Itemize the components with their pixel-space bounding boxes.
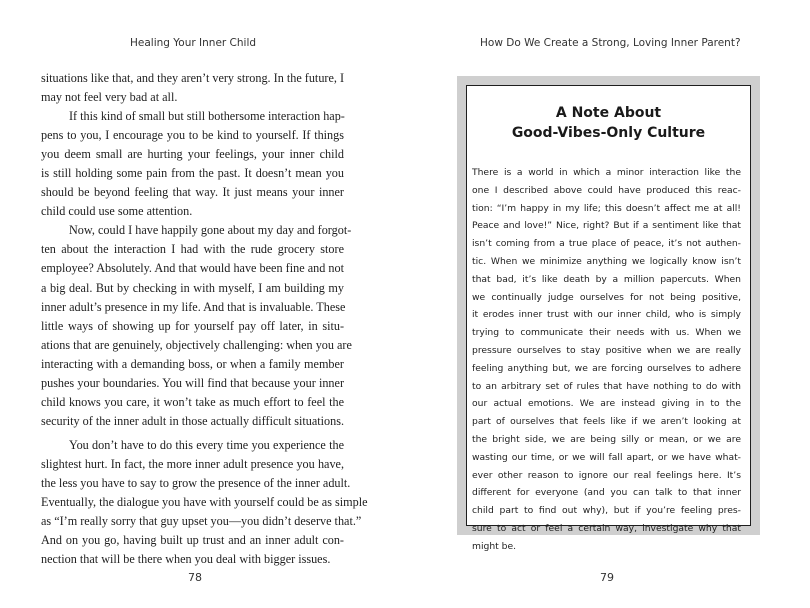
text-line: wasting our time, or we will fall apart, or we have what- xyxy=(472,451,741,463)
text-line: tion: “I’m happy in my life; this doesn’t affect me at all! xyxy=(472,202,741,214)
text-line: trying to communicate their needs with us. When we xyxy=(472,327,741,339)
page-number-left: 78 xyxy=(188,571,202,584)
text-line: Eventually, the dialogue you have with yourself could be as simple xyxy=(41,495,368,510)
text-line: is still holding some pain from the past. It doesn’t mean you xyxy=(41,166,344,181)
sidebar-title-line: Good-Vibes-Only Culture xyxy=(511,125,706,141)
text-line: employee? Absolutely. And that would have been fine and not xyxy=(41,261,344,276)
text-line: slightest hurt. In fact, the more inner adult presence you have, xyxy=(41,456,344,471)
text-line: you deem small are hurting your feelings, your inner child xyxy=(41,147,344,162)
text-line: ever other reason to ignore our real feelings here. It’s xyxy=(472,469,741,481)
sidebar-title xyxy=(467,103,750,143)
text-line: Peace and love!” Nice, right? But if a sentiment like that xyxy=(472,220,741,232)
text-line: interacting with a demanding boss, or when a family member xyxy=(41,356,344,371)
sidebar-inner xyxy=(466,85,751,552)
text-line: nection that will be there when you deal with bigger issues. xyxy=(41,552,331,567)
text-line: we continually judge ourselves for not being positive, xyxy=(472,291,741,303)
text-line: that bad, it’s like death by a million papercuts. When xyxy=(472,273,741,285)
sidebar-box xyxy=(457,76,760,552)
text-line: You don’t have to do this every time you experience the xyxy=(69,437,344,452)
text-line: sure to act or feel a certain way, investigate why that xyxy=(472,522,741,534)
text-line: pressure ourselves to stay positive when we are really xyxy=(472,344,741,356)
text-line: pushes your boundaries. You will find that because your inner xyxy=(41,375,344,390)
text-line: different for everyone (and you can talk to that inner xyxy=(472,487,741,499)
running-head-right: How Do We Create a Strong, Loving Inner Parent? xyxy=(480,37,741,49)
text-line: ten about the interaction I had with the rude grocery store xyxy=(41,242,344,257)
text-line: child could use some attention. xyxy=(41,204,193,219)
text-line: situations like that, and they aren’t very strong. In the future, I xyxy=(41,71,345,85)
text-line: security of the inner adult in those actually difficult situations. xyxy=(41,413,345,428)
text-line: to an arbitrary set of rules that have nothing to do with xyxy=(472,380,741,392)
text-line: may not feel very bad at all. xyxy=(41,90,178,105)
text-line: part of ourselves that feels like if we aren’t looking at xyxy=(472,416,741,428)
running-head-left: Healing Your Inner Child xyxy=(130,37,257,49)
text-line: inner adult’s presence in my life. And that is invaluable. These xyxy=(41,299,346,314)
text-line: child part to find out why), but if you’re feeling pres- xyxy=(472,505,741,517)
text-line: feeling anything but, we are forcing ourselves to adhere xyxy=(472,362,741,374)
text-line: as “I’m really sorry that guy upset you—you didn’t deserve that.” xyxy=(41,514,362,529)
text-line: the bright side, we are being silly or mean, or we are xyxy=(472,433,741,445)
text-line: little ways of showing up for yourself pay off later, in situ- xyxy=(41,318,344,333)
text-line: the less you have to say to grow the presence of the inner adult. xyxy=(41,475,351,490)
text-line: And on you go, having built up trust and an inner adult con- xyxy=(41,533,344,548)
sidebar-text xyxy=(472,164,741,556)
text-line: tic. When we minimize anything we logically know isn’t xyxy=(472,255,741,267)
text-line: Now, could I have happily gone about my day and forgot- xyxy=(69,223,352,238)
text-line: one I described above could have produced this reac- xyxy=(472,184,741,196)
text-line: isn’t coming from a true place of peace, it’s not authen- xyxy=(472,238,741,250)
page-number-right: 79 xyxy=(600,571,614,584)
body-text xyxy=(41,69,368,569)
text-line: our actual emotions. We are instead giving in to the xyxy=(472,398,741,410)
text-line: should be beyond feeling that way. It just means your inner xyxy=(41,185,344,200)
text-line: If this kind of small but still bothersome interaction hap- xyxy=(69,109,345,124)
right-page xyxy=(405,0,810,608)
text-line: There is a world in which a minor interaction like the xyxy=(472,167,741,178)
text-line: pens to you, I encourage you to be kind to yourself. If things xyxy=(41,128,344,143)
sidebar-title-line: A Note About xyxy=(555,105,662,121)
text-line: might be. xyxy=(472,540,517,552)
text-line: it erodes inner trust with our inner child, who is simply xyxy=(472,309,741,321)
text-line: ations that are genuinely, objectively challenging: when you are xyxy=(41,337,352,352)
text-line: child knows you care, it won’t take as much effort to feel the xyxy=(41,394,344,409)
text-line: a big deal. But by checking in with myself, I am building my xyxy=(41,280,344,295)
